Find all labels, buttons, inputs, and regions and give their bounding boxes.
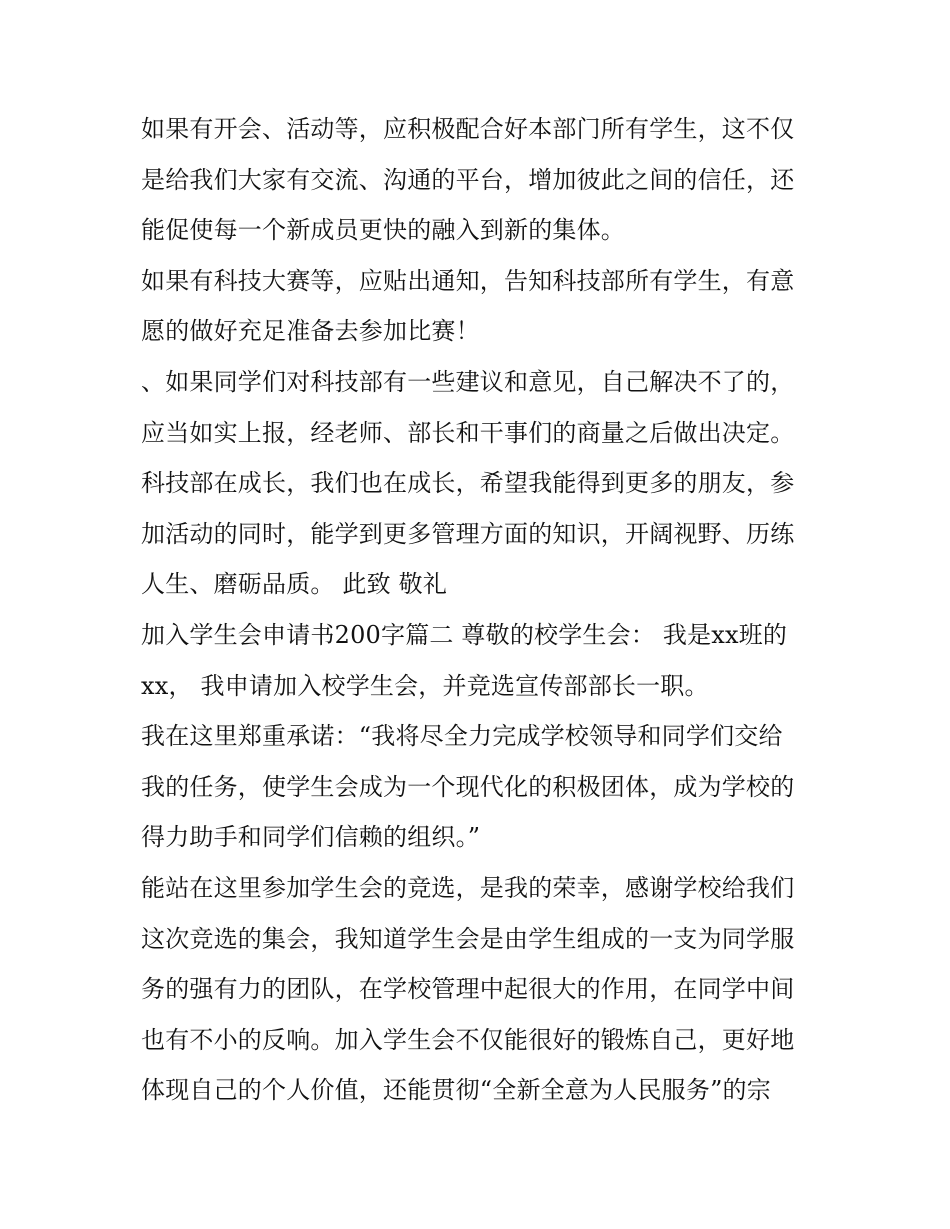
text-line: 我的任务，使学生会成为一个现代化的积极团体，成为学校的 — [141, 772, 795, 801]
text-line: xx， 我申请加入校学生会，并竞选宣传部部长一职。 — [141, 671, 709, 700]
text-line: 务的强有力的团队，在学校管理中起很大的作用，在同学中间 — [141, 975, 795, 1004]
text-line: 愿的做好充足准备去参加比赛！ — [141, 317, 480, 346]
text-line: 这次竞选的集会，我知道学生会是由学生组成的一支为同学服 — [141, 924, 795, 953]
text-line: 是给我们大家有交流、沟通的平台，增加彼此之间的信任，还 — [141, 165, 795, 194]
text-line: 加活动的同时，能学到更多管理方面的知识，开阔视野、历练 — [141, 519, 795, 548]
text-line: 体现自己的个人价值，还能贯彻“全新全意为人民服务”的宗 — [141, 1076, 771, 1105]
text-line: 人生、磨砺品质。 此致 敬礼 — [141, 570, 448, 599]
text-line: 能促使每一个新成员更快的融入到新的集体。 — [141, 216, 625, 245]
text-line: 、如果同学们对科技部有一些建议和意见，自己解决不了的， — [141, 367, 795, 396]
text-line: 我在这里郑重承诺：“我将尽全力完成学校领导和同学们交给 — [141, 722, 783, 751]
document-body — [141, 104, 821, 1116]
text-line: 也有不小的反响。加入学生会不仅能很好的锻炼自己，更好地 — [141, 1025, 795, 1054]
text-line: 如果有科技大赛等，应贴出通知，告知科技部所有学生，有意 — [141, 266, 795, 295]
text-line: 如果有开会、活动等，应积极配合好本部门所有学生，这不仅 — [141, 115, 795, 143]
text-line: 能站在这里参加学生会的竞选，是我的荣幸，感谢学校给我们 — [141, 873, 795, 902]
text-line: 加入学生会申请书200字篇二 尊敬的校学生会： 我是xx班的 — [141, 620, 788, 649]
text-line: 得力助手和同学们信赖的组织。” — [141, 823, 481, 852]
text-line: 科技部在成长，我们也在成长，希望我能得到更多的朋友，参 — [141, 469, 795, 498]
text-line: 应当如实上报，经老师、部长和干事们的商量之后做出决定。 — [141, 418, 795, 447]
